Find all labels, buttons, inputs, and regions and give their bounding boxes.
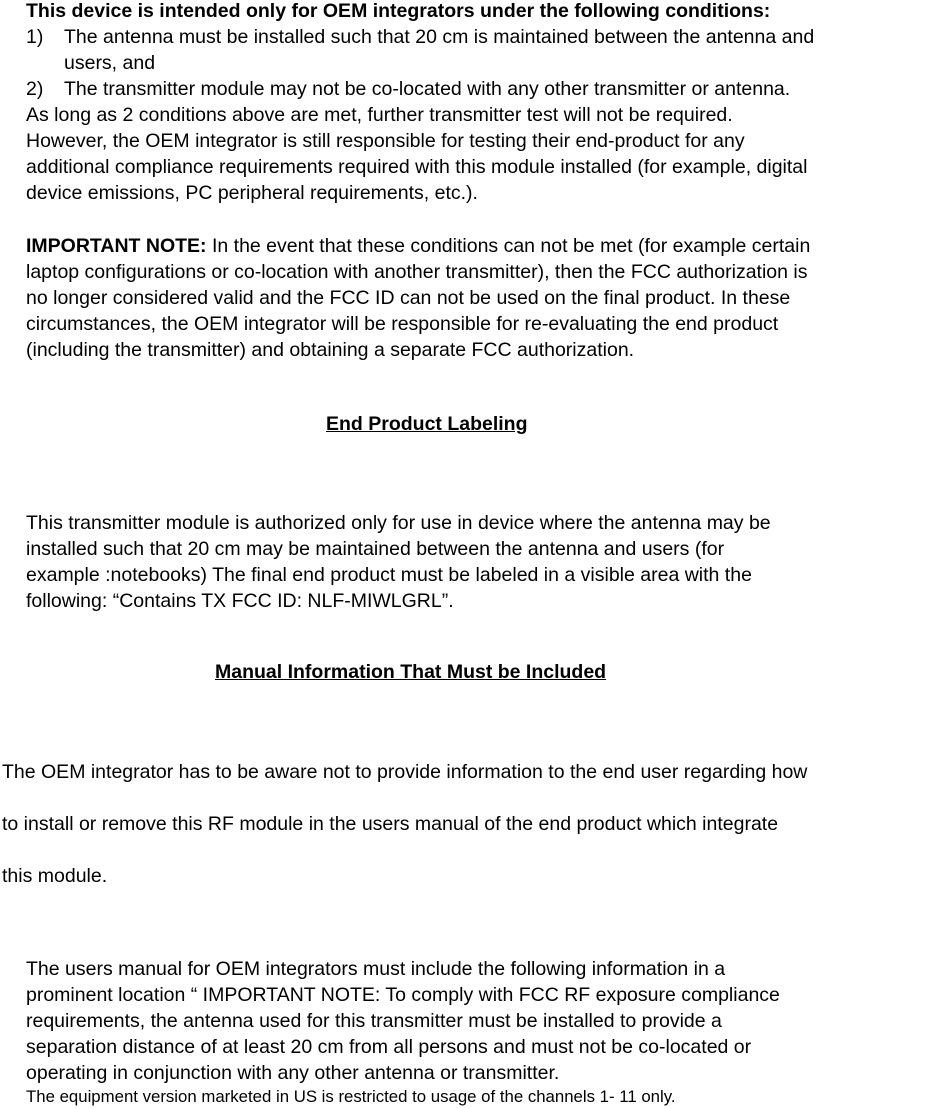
condition-number: 1) [26, 26, 44, 48]
paragraph-line: additional compliance requirements required with this module installed (for example, digital [26, 156, 808, 178]
users-manual-line: separation distance of at least 20 cm from all persons and must not be co-located or [26, 1036, 752, 1058]
manual-line: The OEM integrator has to be aware not to provide information to the end user regarding how [2, 761, 808, 783]
paragraph-line: device emissions, PC peripheral requirements, etc.). [26, 182, 478, 204]
condition-text-continued: users, and [64, 52, 156, 74]
users-manual-line: operating in conjunction with any other antenna or transmitter. [26, 1062, 560, 1084]
manual-line: to install or remove this RF module in the users manual of the end product which integrate [2, 813, 779, 835]
users-manual-line: The users manual for OEM integrators must include the following information in a [26, 958, 726, 980]
manual-line: this module. [2, 865, 108, 887]
condition-item [26, 24, 814, 50]
condition-text: The transmitter module may not be co-located with any other transmitter or antenna. [64, 78, 791, 100]
labeling-line: example :notebooks) The final end product must be labeled in a visible area with the [26, 564, 752, 586]
important-note-line: circumstances, the OEM integrator will be responsible for re-evaluating the end product [26, 313, 779, 335]
important-note-line: laptop configurations or co-location with another transmitter), then the FCC authorization is [26, 261, 808, 283]
paragraph-line: As long as 2 conditions above are met, further transmitter test will not be required. [26, 104, 733, 126]
labeling-line: installed such that 20 cm may be maintained between the antenna and users (for [26, 538, 725, 560]
footer-note: The equipment version marketed in US is restricted to usage of the channels 1- 11 only. [26, 1087, 676, 1106]
condition-number: 2) [26, 78, 44, 100]
paragraph-line: However, the OEM integrator is still responsible for testing their end-product for any [26, 130, 745, 152]
labeling-line: This transmitter module is authorized only for use in device where the antenna may be [26, 512, 771, 534]
section-heading-manual: Manual Information That Must be Included [215, 661, 607, 683]
condition-item [26, 76, 790, 102]
important-note-line: (including the transmitter) and obtaining a separate FCC authorization. [26, 339, 635, 361]
important-note-text: In the event that these conditions can not be met (for example certain [206, 235, 811, 257]
section-heading-labeling: End Product Labeling [326, 413, 528, 435]
important-note-label: IMPORTANT NOTE: [26, 235, 207, 257]
labeling-line: following: “Contains TX FCC ID: NLF-MIWLGRL”. [26, 590, 454, 612]
condition-text: The antenna must be installed such that 20 cm is maintained between the antenna and [64, 26, 815, 48]
important-note [26, 233, 810, 259]
users-manual-line: requirements, the antenna used for this transmitter must be installed to provide a [26, 1010, 722, 1032]
conditions-heading: This device is intended only for OEM integrators under the following conditions: [26, 0, 771, 22]
important-note-line: no longer considered valid and the FCC ID can not be used on the final product. In these [26, 287, 791, 309]
users-manual-line: prominent location “ IMPORTANT NOTE: To comply with FCC RF exposure compliance [26, 984, 780, 1006]
